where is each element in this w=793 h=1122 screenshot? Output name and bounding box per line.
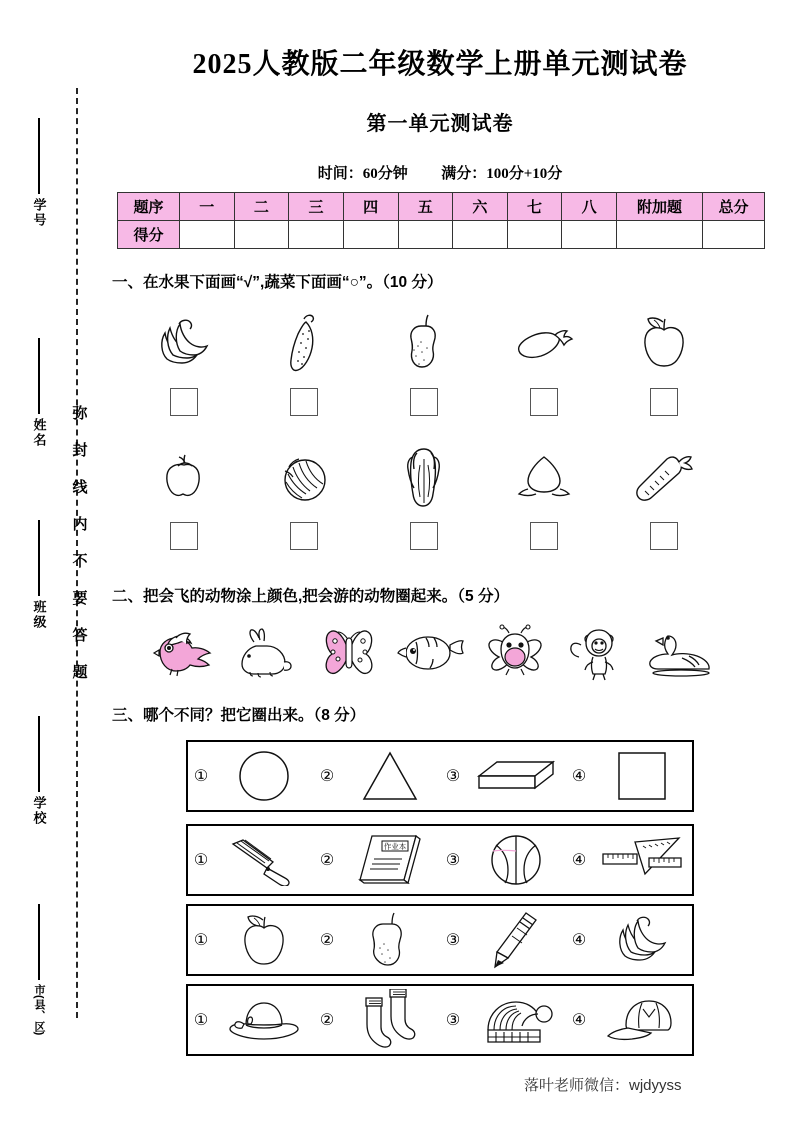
cap-icon <box>592 989 692 1051</box>
q1-answer-box[interactable] <box>410 522 438 550</box>
triangle-icon <box>340 745 440 807</box>
score-cell-bonus[interactable] <box>617 221 703 249</box>
option-number: ③ <box>445 852 461 869</box>
score-col-5: 五 <box>398 193 453 221</box>
seal-text-column <box>62 88 96 1018</box>
q3-option[interactable] <box>314 829 440 891</box>
seal-warning-text: 弥封线内不要答题 <box>70 405 88 701</box>
q3-option[interactable] <box>566 989 692 1051</box>
score-table <box>117 192 765 249</box>
q3-row-3 <box>186 904 694 976</box>
q3-option[interactable] <box>566 909 692 971</box>
time-label: 时间：60分钟 <box>317 166 408 182</box>
rabbit-icon <box>225 622 308 684</box>
q1-answer-box[interactable] <box>170 388 198 416</box>
score-col-3: 三 <box>289 193 344 221</box>
margin-field-city-district <box>22 904 56 1035</box>
option-number: ① <box>193 1012 209 1029</box>
score-cell-7[interactable] <box>507 221 562 249</box>
circle-icon <box>214 745 314 807</box>
q1-item <box>604 308 724 416</box>
q1-item <box>244 308 364 416</box>
margin-field-label: 姓名 <box>31 418 47 448</box>
option-number: ① <box>193 852 209 869</box>
bananas-icon <box>592 909 692 971</box>
margin-field-label: 学校 <box>31 796 47 826</box>
peach-icon <box>516 442 572 512</box>
monkey-icon <box>556 622 639 684</box>
option-number: ④ <box>571 932 587 949</box>
score-cell-6[interactable] <box>453 221 508 249</box>
watermelon-icon <box>275 442 333 512</box>
footer-watermark: 落叶老师微信：wjdyyss <box>524 1077 682 1094</box>
q1-answer-box[interactable] <box>530 522 558 550</box>
question-1-text: 一、在水果下面画“√”,蔬菜下面画“○”。（10 分） <box>112 274 443 291</box>
option-number: ① <box>193 768 209 785</box>
duck-icon <box>639 622 722 684</box>
q3-option[interactable] <box>188 989 314 1051</box>
margin-field-school <box>22 716 56 826</box>
write-line <box>38 716 40 792</box>
q1-row-1 <box>124 308 724 416</box>
cuboid-icon <box>466 745 566 807</box>
score-col-6: 六 <box>453 193 508 221</box>
sun-hat-icon <box>214 989 314 1051</box>
option-number: ③ <box>445 768 461 785</box>
q1-item <box>604 442 724 550</box>
q1-answer-box[interactable] <box>530 388 558 416</box>
option-number: ② <box>319 932 335 949</box>
option-number: ④ <box>571 768 587 785</box>
score-cell-4[interactable] <box>343 221 398 249</box>
score-cell-total[interactable] <box>703 221 765 249</box>
option-number: ② <box>319 1012 335 1029</box>
q1-item <box>364 442 484 550</box>
margin-field-name <box>22 338 56 448</box>
page-title: 2025人教版二年级数学上册单元测试卷 <box>192 49 688 80</box>
q3-option[interactable] <box>440 745 566 807</box>
q1-answer-box[interactable] <box>410 388 438 416</box>
margin-field-label: 市(县、区) <box>33 984 45 1036</box>
q1-row-2 <box>124 442 724 550</box>
table-row-header <box>118 193 765 221</box>
option-number: ④ <box>571 852 587 869</box>
q3-row-2 <box>186 824 694 896</box>
apple-icon <box>637 308 691 378</box>
full-score-label: 满分：100分+10分 <box>441 166 563 182</box>
q3-option[interactable] <box>188 909 314 971</box>
q3-option[interactable] <box>566 829 692 891</box>
score-table-row-label: 题序 <box>118 193 180 221</box>
option-number: ② <box>319 852 335 869</box>
winter-hat-icon <box>466 989 566 1051</box>
notebook-label: 作业本 <box>383 842 407 851</box>
q3-option[interactable] <box>440 829 566 891</box>
pear-icon <box>340 909 440 971</box>
cabbage-icon <box>400 442 448 512</box>
option-number: ③ <box>445 932 461 949</box>
q3-option[interactable] <box>314 745 440 807</box>
q1-item <box>244 442 364 550</box>
margin-field-label: 学号 <box>31 198 47 228</box>
butterfly-icon <box>308 622 391 684</box>
question-3-text: 三、哪个不同？把它圈出来。（8 分） <box>112 707 366 724</box>
option-number: ③ <box>445 1012 461 1029</box>
q3-option[interactable] <box>566 745 692 807</box>
q3-option[interactable] <box>188 745 314 807</box>
margin-field-class <box>22 520 56 630</box>
bird-icon <box>142 622 225 684</box>
exam-meta <box>105 162 775 183</box>
option-number: ① <box>193 932 209 949</box>
cucumber-icon <box>284 308 324 378</box>
question-2-text: 二、把会飞的动物涂上颜色,把会游的动物圈起来。（5 分） <box>112 588 509 605</box>
pencil-icon <box>466 909 566 971</box>
score-cell-8[interactable] <box>562 221 617 249</box>
q1-item <box>364 308 484 416</box>
write-line <box>38 338 40 414</box>
score-cell-1[interactable] <box>180 221 235 249</box>
score-col-1: 一 <box>180 193 235 221</box>
carrot-icon <box>632 442 696 512</box>
q1-answer-box[interactable] <box>650 388 678 416</box>
fish-icon <box>391 622 474 684</box>
score-col-2: 二 <box>234 193 289 221</box>
q3-option[interactable] <box>440 989 566 1051</box>
q3-row-1 <box>186 740 694 812</box>
score-col-8: 八 <box>562 193 617 221</box>
score-col-4: 四 <box>343 193 398 221</box>
q2-animal-row <box>142 622 722 684</box>
ruler-set-icon <box>592 829 692 891</box>
seal-margin <box>0 0 105 1122</box>
basketball-icon <box>466 829 566 891</box>
score-cell-5[interactable] <box>398 221 453 249</box>
q1-answer-box[interactable] <box>170 522 198 550</box>
option-number: ② <box>319 768 335 785</box>
score-table-row-label: 得分 <box>118 221 180 249</box>
notebook-icon <box>340 829 440 891</box>
socks-icon <box>340 989 440 1051</box>
q3-option[interactable] <box>440 909 566 971</box>
q1-answer-box[interactable] <box>290 522 318 550</box>
margin-field-label: 班级 <box>31 600 47 630</box>
score-col-bonus: 附加题 <box>617 193 703 221</box>
knife-icon <box>214 829 314 891</box>
score-col-7: 七 <box>507 193 562 221</box>
q1-item <box>124 442 244 550</box>
margin-field-student-number <box>22 118 56 228</box>
banana-icon <box>153 308 215 378</box>
pear-icon <box>400 308 448 378</box>
option-number: ④ <box>571 1012 587 1029</box>
q3-option[interactable] <box>314 989 440 1051</box>
square-icon <box>592 745 692 807</box>
bee-icon <box>473 622 556 684</box>
page-subtitle: 第一单元测试卷 <box>366 113 514 135</box>
q1-answer-box[interactable] <box>290 388 318 416</box>
q1-item <box>484 308 604 416</box>
score-cell-3[interactable] <box>289 221 344 249</box>
write-line <box>38 904 40 980</box>
q3-row-4 <box>186 984 694 1056</box>
eggplant-icon <box>511 308 577 378</box>
q1-item <box>124 308 244 416</box>
write-line <box>38 520 40 596</box>
q1-answer-box[interactable] <box>650 522 678 550</box>
table-row-scores <box>118 221 765 249</box>
score-cell-2[interactable] <box>234 221 289 249</box>
q3-option[interactable] <box>188 829 314 891</box>
q3-option[interactable] <box>314 909 440 971</box>
bell-pepper-icon <box>158 442 210 512</box>
write-line <box>38 118 40 194</box>
q1-item <box>484 442 604 550</box>
apple-icon <box>214 909 314 971</box>
score-col-total: 总分 <box>703 193 765 221</box>
